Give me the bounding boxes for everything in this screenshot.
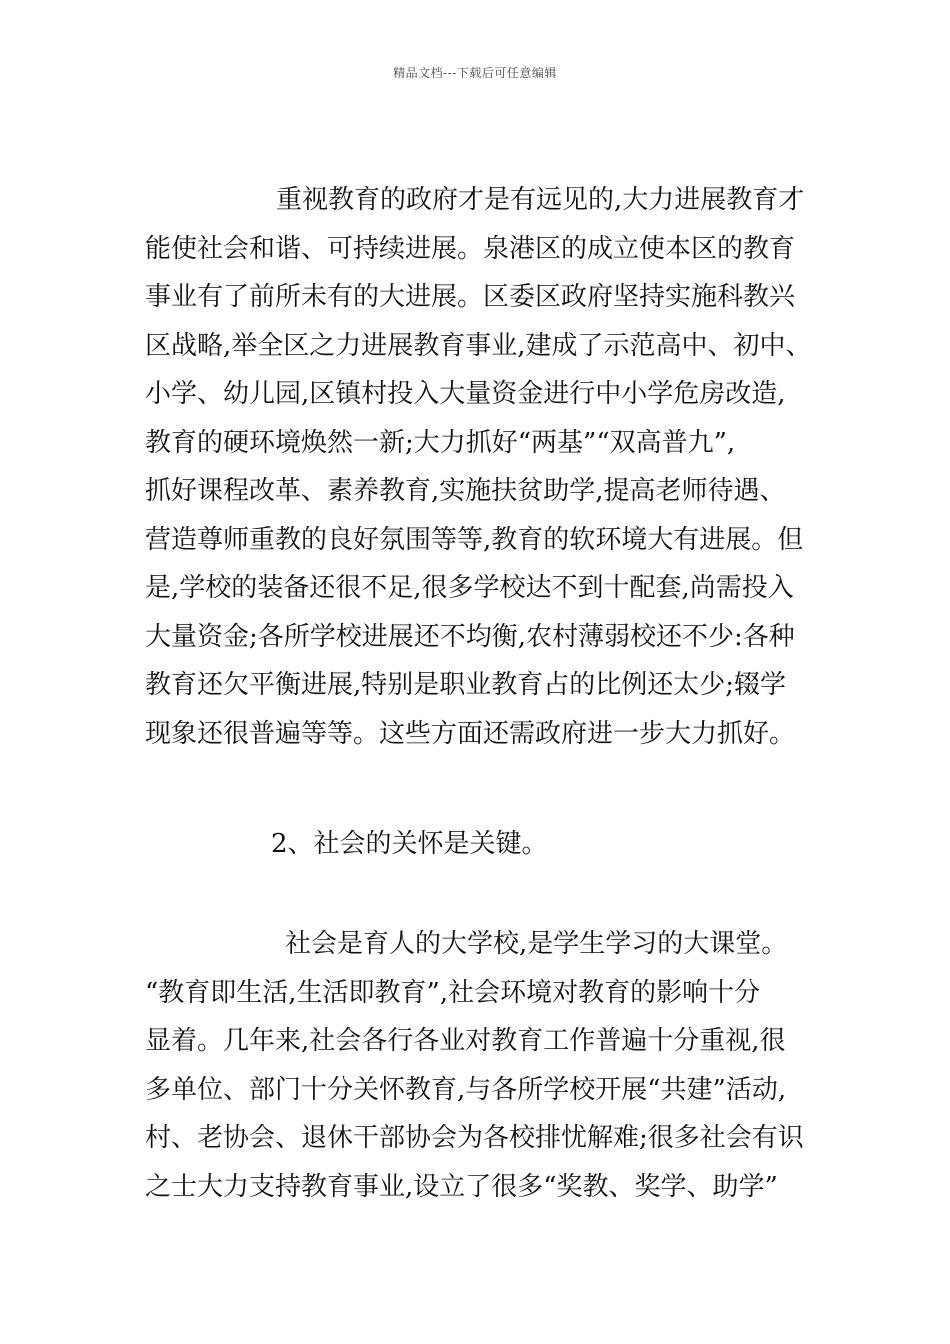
text-line: 营造尊师重教的良好氛围等等,教育的软环境大有进展。但 xyxy=(145,524,804,555)
text-line: 现象还很普遍等等。这些方面还需政府进一步大力抓好。 xyxy=(145,718,796,749)
text-line: 显着。几年来,社会各行各业对教育工作普遍十分重视,很 xyxy=(145,1026,786,1056)
text-line: 能使社会和谐、可持续进展。泉港区的成立使本区的教育 xyxy=(145,233,796,264)
text-line: 之士大力支持教育事业,设立了很多“奖教、奖学、助学” xyxy=(145,1171,778,1202)
text-line: 重视教育的政府才是有远见的,大力进展教育才 xyxy=(276,185,805,215)
text-line: 抓好课程改革、素养教育,实施扶贫助学,提高老师待遇、 xyxy=(145,476,786,506)
text-line: 大量资金;各所学校进展还不均衡,农村薄弱校还不少:各种 xyxy=(145,621,795,652)
paragraph-society-care xyxy=(145,920,815,1211)
text-line: 村、老协会、退休干部协会为各校排忧解难;很多社会有识 xyxy=(145,1123,804,1153)
text-line: 小学、幼儿园,区镇村投入大量资金进行中小学危房改造, xyxy=(145,379,786,409)
text-line: “教育即生活,生活即教育”,社会环境对教育的影响十分 xyxy=(145,977,761,1008)
page-header: 精品文档---下载后可任意编辑 xyxy=(393,66,557,80)
text-line: 教育的硬环境焕然一新;大力抓好“两基”“双高普九”, xyxy=(145,427,736,458)
paragraph-government-education xyxy=(145,176,815,758)
text-line: 多单位、部门十分关怀教育,与各所学校开展“共建”活动, xyxy=(145,1074,787,1105)
text-line: 事业有了前所未有的大进展。区委区政府坚持实施科教兴 xyxy=(145,282,796,312)
text-line: 社会是育人的大学校,是学生学习的大课堂。 xyxy=(285,929,788,959)
text-line: 是,学校的装备还很不足,很多学校达不到十配套,尚需投入 xyxy=(145,573,794,603)
section-heading xyxy=(145,820,815,869)
text-line: 教育还欠平衡进展,特别是职业教育占的比例还太少;辍学 xyxy=(145,670,787,700)
heading-text: 2、社会的关怀是关键。 xyxy=(271,829,548,859)
text-line: 区战略,举全区之力进展教育事业,建成了示范高中、初中、 xyxy=(145,330,812,361)
